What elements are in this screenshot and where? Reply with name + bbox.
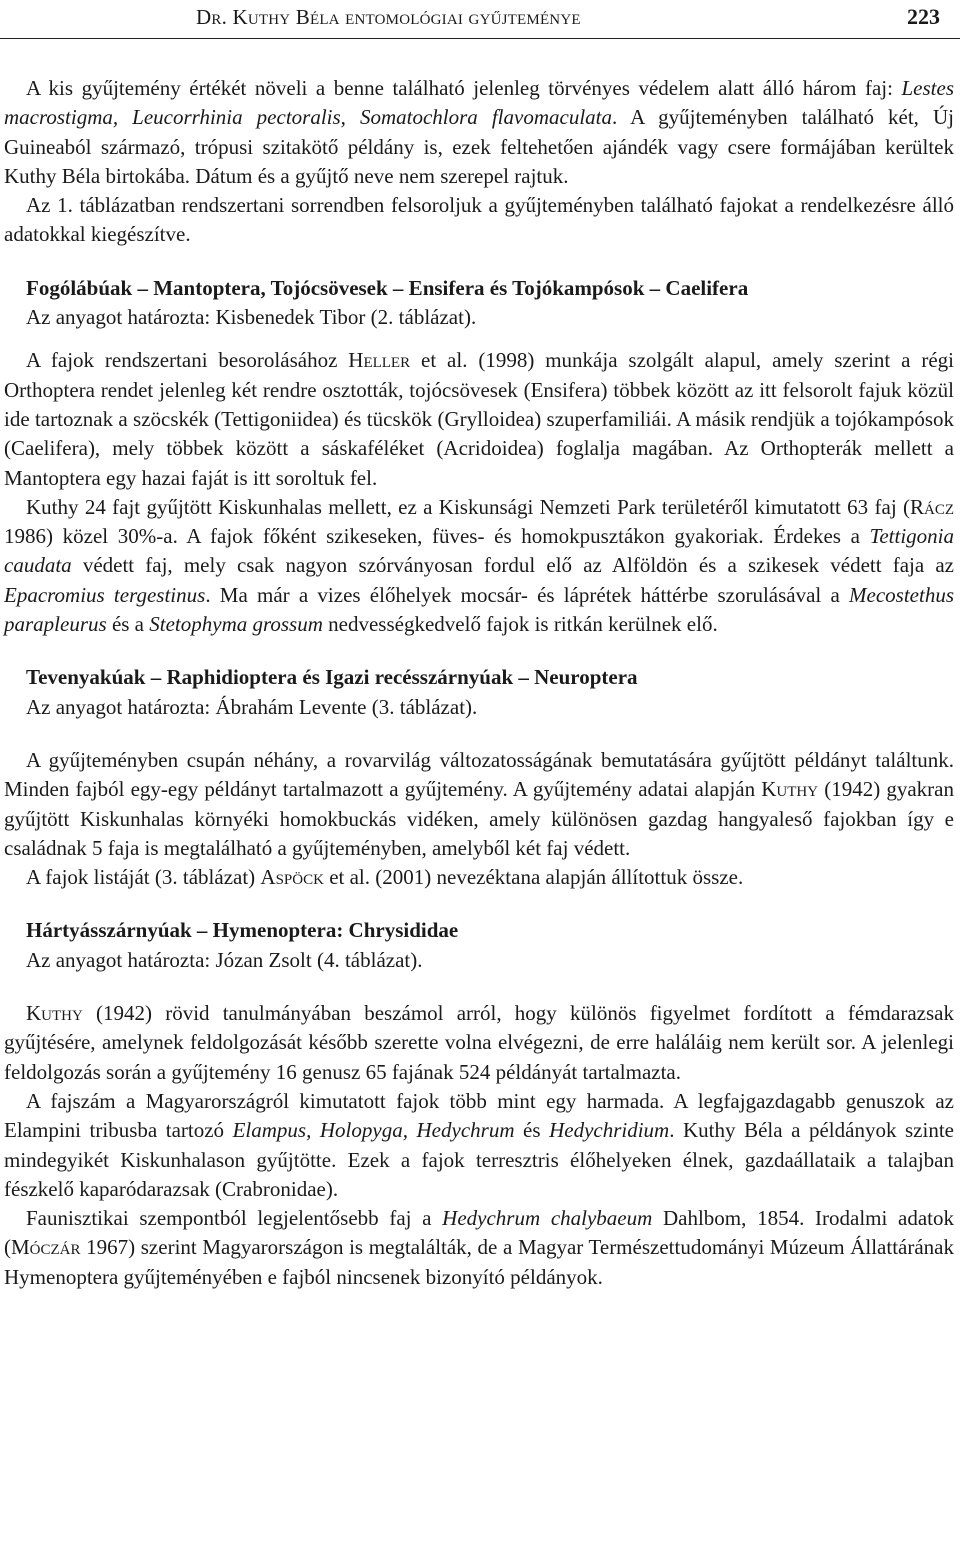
author-name: Rácz [909,494,954,519]
species-name: Epacromius tergestinus [4,582,206,607]
intro-paragraph-1: A kis gyűjtemény értékét növeli a benne található jelenleg törvényes védelem alatt álló három faj: Lestes macrostigma, Leucorrhinia pectoralis, Somatochlora flavomaculata. A gyűjteményben található két, Új Guineaból származó, trópusi szitakötő példány is, ezek feltehetően ajándék vagy csere formájában kerültek Kuthy Béla birtokába. Dátum és a gyűjtő neve nem szerepel rajtuk. [4,76,954,188]
determiner-orthoptera: Az anyagot határozta: Kisbenedek Tibor (2. táblázat). [26,305,477,330]
spacer [4,639,954,663]
header-rule [0,38,960,39]
neuroptera-paragraph-2: A fajok listáját (3. táblázat) Aspöck et al. (2001) nevezéktana alapján állítottuk össze. [26,865,744,890]
spacer [4,975,954,999]
section-heading-hymenoptera: Hártyásszárnyúak – Hymenoptera: Chrysididae [26,918,459,943]
spacer [4,892,954,916]
hymenoptera-paragraph-2: A fajszám a Magyarországról kimutatott fajok több mint egy harmada. A legfajgazdagabb genuszok az Elampini tribusba tartozó Elampus, Holopyga, Hedychrum és Hedychridium. Kuthy Béla a példányok szinte mindegyikét Kiskunhalason gyűjtötte. Ezek a fajok terresztris élőhelyeken élnek, gazdaállataik a talajban fészkelő kaparódarazsak (Crabronidae). [4,1088,954,1201]
running-head-title: Dr. Kuthy Béla entomológiai gyűjteménye [196,5,581,29]
author-name: Heller [348,348,411,373]
hymenoptera-paragraph-3: Faunisztikai szempontból legjelentősebb faj a Hedychrum chalybaeum Dahlbom, 1854. Irodalmi adatok (Móczár 1967) szerint Magyarországon is megtalálták, de a Magyar Természettudományi Múzeum Állattárának Hymenoptera gyűjteményében e fajból nincsenek bizonyító példányok. [4,1206,954,1289]
orthoptera-paragraph-1: A fajok rendszertani besorolásához Heller et al. (1998) munkája szolgált alapul, amely szerint a régi Orthoptera rendet jelenleg két rendre osztották, tojócsövesek (Ensifera) többek között az itt felsorolt fajuk közül ide tartoznak a szöcskék (Tettigoniidea) és tücskök (Grylloidea) szuperfamiliái. A másik rendjük a tojókampósok (Caelifera), mely többek között a sáskaféléket (Acridoidea) foglalja magában. Az Orthopterák mellett a Mantoptera egy hazai faját is itt soroltuk fel. [4,348,954,490]
author-name: Móczár [11,1235,81,1260]
genus-names: Elampus, Holopyga, Hedychrum [232,1118,515,1143]
running-head [196,2,940,32]
protected-species-list: Lestes macrostigma, Leucorrhinia pectoralis, Somatochlora flavomaculata [4,76,954,130]
spacer [4,722,954,746]
determiner-hymenoptera: Az anyagot határozta: Józan Zsolt (4. táblázat). [26,947,423,972]
spacer [4,332,954,346]
species-name: Hedychrum chalybaeum [442,1206,653,1231]
author-name: Aspöck [260,865,324,890]
spacer [4,250,954,274]
orthoptera-paragraph-2: Kuthy 24 fajt gyűjtött Kiskunhalas mellett, ez a Kiskunsági Nemzeti Park területéről kimutatott 63 faj (Rácz 1986) közel 30%-a. A fajok főként szikeseken, füves- és homokpusztákon gyakoriak. Érdekes a Tettigonia caudata védett faj, mely csak nagyon szórványosan fordul elő az Alföldön és a szikesek védett faja az Epacromius tergestinus. Ma már a vizes élőhelyek mocsár- és láprétek háttérbe szorulásával a Mecostethus parapleurus és a Stetophyma grossum nedvességkedvelő fajok is ritkán kerülnek elő. [4,494,954,637]
author-name: Kuthy [761,777,819,802]
section-heading-neuroptera: Tevenyakúak – Raphidioptera és Igazi recésszárnyúak – Neuroptera [26,665,638,690]
species-name: Stetophyma grossum [149,612,323,637]
page-number: 223 [907,4,940,29]
neuroptera-paragraph-1: A gyűjteményben csupán néhány, a rovarvilág változatosságának bemutatására gyűjtött példányt találtunk. Minden fajból egy-egy példányt tartalmazott a gyűjtemény. A gyűjtemény adatai alapján Kuthy (1942) gyakran gyűjtött Kiskunhalas környéki homokbuckás vidéken, amely különösen gazdag hangyaleső fajokban így e családnak 5 faja is megtalálható a gyűjteményben, amelyből két faj védett. [4,747,954,860]
determiner-neuroptera: Az anyagot határozta: Ábrahám Levente (3. táblázat). [26,694,478,719]
species-name: Tettigonia caudata [4,524,954,578]
author-name: Kuthy [26,1001,83,1026]
genus-name: Hedychridium [549,1118,670,1143]
intro-paragraph-2: Az 1. táblázatban rendszertani sorrendben felsoroljuk a gyűjteményben található fajokat a rendelkezésre álló adatokkal kiegészítve. [4,193,954,247]
species-name: Mecostethus parapleurus [4,582,954,637]
section-heading-orthoptera: Fogólábúak – Mantoptera, Tojócsövesek – Ensifera és Tojókampósok – Caelifera [26,275,749,300]
body-text [4,74,954,1292]
hymenoptera-paragraph-1: Kuthy (1942) rövid tanulmányában beszámol arról, hogy különös figyelmet fordított a fémdarazsak gyűjtésére, amelynek feldolgozását később szerette volna elvégezni, de erre haláláig nem került sor. A jelenlegi feldolgozás során a gyűjtemény 16 genusz 65 fajának 524 példányát tartalmazta. [4,1001,954,1084]
